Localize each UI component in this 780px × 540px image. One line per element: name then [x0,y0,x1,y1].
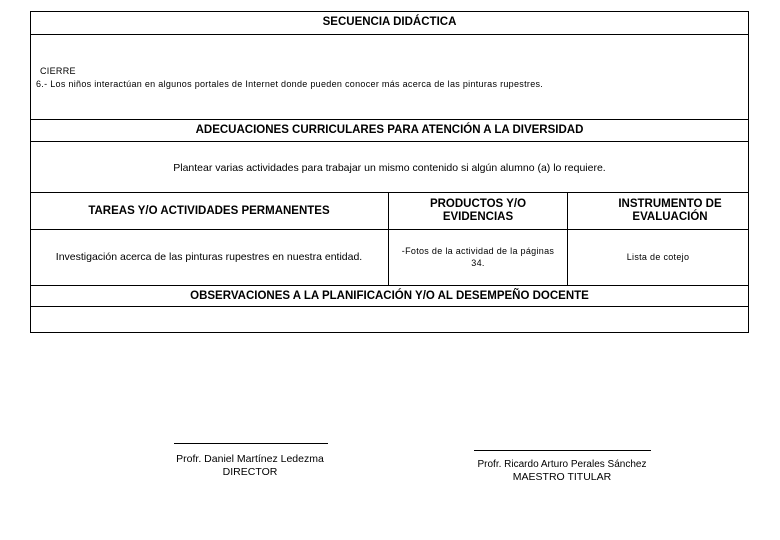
director-name: Profr. Daniel Martínez Ledezma [176,453,324,465]
header-tareas: TAREAS Y/O ACTIVIDADES PERMANENTES [88,205,330,217]
teacher-signature-line [474,450,651,451]
header-productos: PRODUCTOS Y/O EVIDENCIAS [429,198,527,223]
teacher-role: MAESTRO TITULAR [512,471,612,483]
cierre-text: 6.- Los niños interactúan en algunos portales de Internet donde pueden conocer más acerca de las pinturas rupestres. [36,79,544,89]
column-divider [388,192,389,285]
divider [30,285,749,286]
director-role: DIRECTOR [222,466,278,478]
teacher-name: Profr. Ricardo Arturo Perales Sánchez [477,459,647,470]
row-tareas: Investigación acerca de las pinturas rupestres en nuestra entidad. [55,251,363,263]
observaciones-title: OBSERVACIONES A LA PLANIFICACIÓN Y/O AL DESEMPEÑO DOCENTE [190,290,589,302]
adecuaciones-text: Plantear varias actividades para trabajar un mismo contenido si algún alumno (a) lo requiere. [173,162,606,174]
divider [30,229,749,230]
adecuaciones-title: ADECUACIONES CURRICULARES PARA ATENCIÓN A LA DIVERSIDAD [195,124,584,136]
divider [30,141,749,142]
divider [30,192,749,193]
divider [30,306,749,307]
director-signature-line [174,443,328,444]
divider [30,119,749,120]
header-instrumento: INSTRUMENTO DE EVALUACIÓN [618,198,722,223]
row-instrumento: Lista de cotejo [626,252,690,262]
column-divider [567,192,568,285]
cierre-label: CIERRE [40,66,76,76]
row-productos: -Fotos de la actividad de la páginas 34. [401,246,555,268]
divider [30,34,749,35]
page-title: SECUENCIA DIDÁCTICA [322,16,457,28]
